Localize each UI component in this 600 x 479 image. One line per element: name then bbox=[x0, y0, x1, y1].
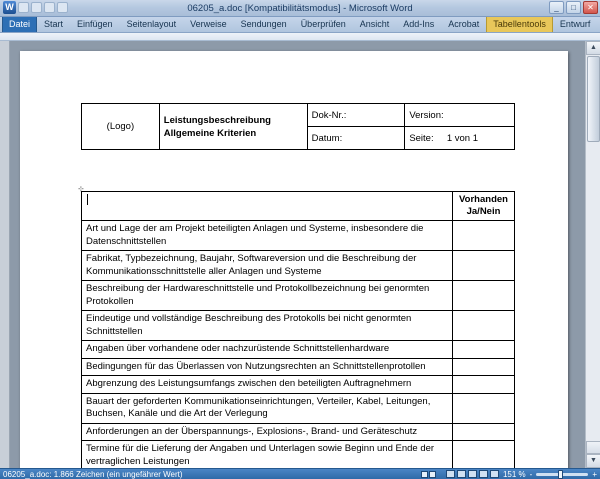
answer-cell[interactable] bbox=[453, 423, 515, 441]
answer-cell[interactable] bbox=[453, 393, 515, 423]
view-mode-buttons[interactable] bbox=[446, 470, 499, 478]
seite-value: 1 von 1 bbox=[446, 132, 478, 144]
draft-view-icon[interactable] bbox=[490, 470, 499, 478]
customize-qat-icon[interactable] bbox=[57, 2, 68, 13]
answer-cell[interactable] bbox=[453, 251, 515, 281]
tab-sendungen[interactable]: Sendungen bbox=[240, 19, 287, 29]
quick-access-toolbar[interactable] bbox=[3, 1, 68, 14]
zoom-in-button[interactable]: + bbox=[592, 469, 597, 479]
zoom-slider-knob[interactable] bbox=[558, 470, 563, 479]
checklist-header-right bbox=[453, 192, 515, 221]
criterion-text[interactable]: Bedingungen für das Überlassen von Nutzungsrechten an Schnittstellenprotollen bbox=[82, 358, 453, 376]
fullscreen-reading-view-icon[interactable] bbox=[457, 470, 466, 478]
seite-label: Seite: bbox=[409, 132, 434, 144]
scroll-up-button[interactable]: ▲ bbox=[586, 41, 600, 55]
maximize-button[interactable]: □ bbox=[566, 1, 581, 14]
scroll-page-up-button[interactable] bbox=[586, 441, 600, 454]
criterion-text[interactable]: Bauart der geforderten Kommunikationseinrichtungen, Verteiler, Kabel, Leitungen, Buchsen, Kanäle und die Art der Verlegung bbox=[82, 393, 453, 423]
vertical-ruler[interactable] bbox=[0, 41, 10, 468]
seite-cell bbox=[405, 127, 515, 150]
answer-cell[interactable] bbox=[453, 221, 515, 251]
answer-cell[interactable] bbox=[453, 311, 515, 341]
document-page[interactable] bbox=[20, 51, 568, 468]
contextual-tab-tabellentools[interactable]: Tabellentools bbox=[486, 15, 553, 32]
answer-cell[interactable] bbox=[453, 341, 515, 359]
window-controls[interactable] bbox=[549, 1, 598, 14]
checklist-table[interactable] bbox=[81, 191, 515, 468]
version-cell: Version: bbox=[405, 104, 515, 127]
tab-verweise[interactable]: Verweise bbox=[190, 19, 227, 29]
header-table[interactable] bbox=[81, 103, 515, 150]
table-row bbox=[82, 311, 515, 341]
redo-icon[interactable] bbox=[44, 2, 55, 13]
vertical-scrollbar[interactable] bbox=[585, 41, 600, 468]
answer-cell[interactable] bbox=[453, 358, 515, 376]
title-line-1: Leistungsbeschreibung bbox=[163, 114, 271, 126]
criterion-text[interactable]: Fabrikat, Typbezeichnung, Baujahr, Softwareversion und die Beschreibung der Kommunikationsschnittstelle aller Anlagen und Systeme bbox=[82, 251, 453, 281]
table-row bbox=[82, 221, 515, 251]
status-indicators bbox=[421, 471, 436, 478]
table-row bbox=[82, 192, 515, 221]
zoom-slider[interactable] bbox=[536, 473, 588, 476]
web-layout-view-icon[interactable] bbox=[468, 470, 477, 478]
print-layout-view-icon[interactable] bbox=[446, 470, 455, 478]
tab-start[interactable]: Start bbox=[44, 19, 64, 29]
table-row bbox=[82, 423, 515, 441]
criterion-text[interactable]: Termine für die Lieferung der Angaben und Unterlagen sowie Beginn und Ende der vertraglichen Leistungen bbox=[82, 441, 453, 469]
tab-ueberpruefen[interactable]: Überprüfen bbox=[300, 19, 346, 29]
answer-cell[interactable] bbox=[453, 376, 515, 394]
zoom-level[interactable]: 151 % bbox=[502, 469, 526, 479]
title-bar bbox=[0, 0, 600, 17]
table-row bbox=[82, 281, 515, 311]
ribbon-tabs[interactable] bbox=[0, 17, 600, 33]
ribbon-body bbox=[0, 33, 600, 41]
scrollbar-thumb[interactable] bbox=[587, 56, 600, 142]
table-row bbox=[82, 104, 515, 127]
tab-ansicht[interactable]: Ansicht bbox=[359, 19, 390, 29]
tab-addins[interactable]: Add-Ins bbox=[403, 19, 435, 29]
table-row bbox=[82, 376, 515, 394]
scroll-down-button[interactable]: ▼ bbox=[586, 454, 600, 468]
logo-cell: (Logo) bbox=[82, 104, 160, 150]
datum-cell: Datum: bbox=[307, 127, 405, 150]
dok-nr-cell: Dok-Nr.: bbox=[307, 104, 405, 127]
answer-cell[interactable] bbox=[453, 441, 515, 469]
criterion-text[interactable]: Angaben über vorhandene oder nachzurüstende Schnittstellenhardware bbox=[82, 341, 453, 359]
criterion-text[interactable]: Anforderungen an der Überspannungs-, Explosions-, Brand- und Geräteschutz bbox=[82, 423, 453, 441]
table-move-handle[interactable]: ⊹ bbox=[78, 186, 84, 193]
document-area bbox=[0, 41, 600, 468]
minimize-button[interactable]: _ bbox=[549, 1, 564, 14]
status-bar bbox=[0, 468, 600, 479]
language-icon bbox=[429, 471, 436, 478]
outline-view-icon[interactable] bbox=[479, 470, 488, 478]
answer-cell[interactable] bbox=[453, 281, 515, 311]
table-row bbox=[82, 358, 515, 376]
save-icon[interactable] bbox=[18, 2, 29, 13]
table-row bbox=[82, 341, 515, 359]
title-line-2: Allgemeine Kriterien bbox=[163, 127, 257, 139]
tab-acrobat[interactable]: Acrobat bbox=[448, 19, 480, 29]
zoom-out-button[interactable]: - bbox=[529, 469, 533, 479]
tab-entwurf[interactable]: Entwurf bbox=[559, 19, 591, 29]
tab-einfuegen[interactable]: Einfügen bbox=[77, 19, 113, 29]
criterion-text[interactable]: Eindeutige und vollständige Beschreibung des Protokolls bei nicht genormten Schnittstellen bbox=[82, 311, 453, 341]
undo-icon[interactable] bbox=[31, 2, 42, 13]
table-row bbox=[82, 441, 515, 469]
criterion-text[interactable]: Beschreibung der Hardwareschnittstelle und Protokollbezeichnung bei genormten Protokollen bbox=[82, 281, 453, 311]
close-button[interactable]: ✕ bbox=[583, 1, 598, 14]
header-right-line-2: Ja/Nein bbox=[466, 206, 501, 217]
table-row bbox=[82, 393, 515, 423]
window-title: 06205_a.doc [Kompatibilitätsmodus] - Microsoft Word bbox=[187, 2, 413, 14]
table-row bbox=[82, 251, 515, 281]
header-right-line-1: Vorhanden bbox=[459, 194, 508, 205]
criterion-text[interactable]: Art und Lage der am Projekt beteiligten Anlagen und Systeme, insbesondere die Datenschnittstellen bbox=[82, 221, 453, 251]
status-text: 06205_a.doc: 1.866 Zeichen (ein ungefährer Wert) bbox=[3, 469, 183, 479]
criterion-text[interactable]: Abgrenzung des Leistungsumfangs zwischen den beteiligten Auftragnehmern bbox=[82, 376, 453, 394]
spellcheck-icon bbox=[421, 471, 428, 478]
word-logo-icon: W bbox=[3, 1, 16, 14]
text-cursor bbox=[87, 194, 88, 205]
title-cell bbox=[159, 104, 307, 150]
status-right[interactable] bbox=[421, 470, 597, 479]
checklist-header-left[interactable] bbox=[82, 192, 453, 221]
tab-seitenlayout[interactable]: Seitenlayout bbox=[126, 19, 177, 29]
tab-datei[interactable]: Datei bbox=[2, 15, 37, 32]
